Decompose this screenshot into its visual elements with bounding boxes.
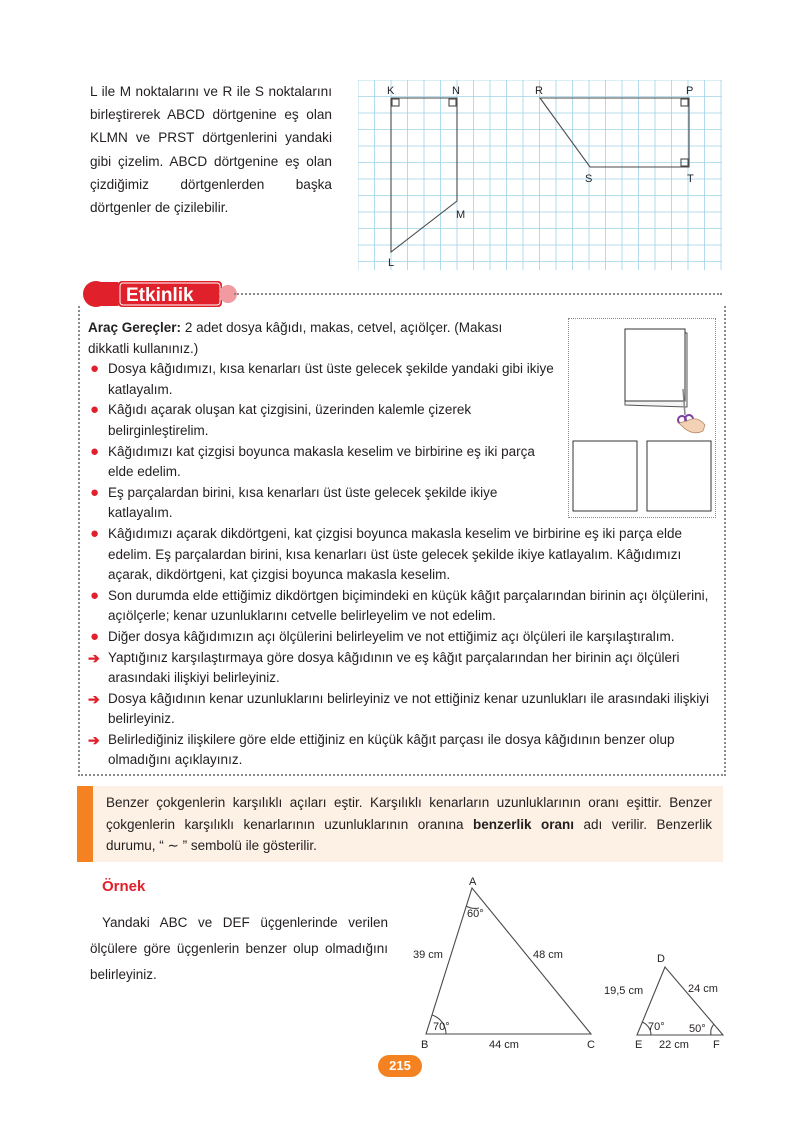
angle-e-label: 70° bbox=[648, 1021, 665, 1033]
list-item-text: Kâğıdı açarak oluşan kat çizgisini, üzerinden kalemle çizerek belirginleştirelim. bbox=[108, 402, 472, 438]
side-de-label: 19,5 cm bbox=[604, 985, 644, 997]
label-k: K bbox=[387, 85, 395, 97]
question-item bbox=[88, 648, 716, 689]
right-angle-marker-p bbox=[681, 99, 688, 106]
question-text: Yaptığınız karşılaştırmaya göre dosya kâğıdının ve eş kâğıt parçalarından her birinin açı ölçüleri arasındaki ilişkiyi belirleyiniz. bbox=[108, 649, 680, 686]
list-item bbox=[88, 627, 716, 648]
grid-figure bbox=[358, 80, 722, 270]
tools-label: Araç Gereçler: bbox=[88, 320, 182, 335]
info-text-part1: Benzer çokgenlerin karşılıklı açıları eştir. Karşılıklı kenarların uzunluklarının oranı eşittir. Benzer çokgenlerin karşılıklı kenarlarının uzunluklarının oranına bbox=[106, 795, 712, 832]
list-item bbox=[88, 442, 563, 483]
label-r: R bbox=[535, 85, 543, 97]
list-item-text: Eş parçalardan birini, kısa kenarları üst üste gelecek şekilde ikiye katlayalım. bbox=[108, 484, 498, 521]
label-p: P bbox=[686, 85, 694, 97]
example-text: Yandaki ABC ve DEF üçgenlerinde verilen ölçülere göre üçgenlerin benzer olup olmadığını belirleyiniz. bbox=[90, 915, 388, 982]
bullet-icon: ● bbox=[90, 524, 100, 542]
intro-paragraph: L ile M noktalarını ve R ile S noktalarını birleştirerek ABCD dörtgenine eş olan KLMN ve PRST dörtgenlerini yandaki gibi çizelim. ABCD dörtgenine eş olan çizdiğimiz dörtgenlerden başka dörtgenler de çizilebilir. bbox=[90, 84, 332, 216]
label-t: T bbox=[687, 173, 694, 185]
arrow-icon: ➔ bbox=[88, 649, 100, 666]
list-item bbox=[88, 524, 716, 586]
arrow-icon: ➔ bbox=[88, 731, 100, 748]
activity-content bbox=[88, 318, 716, 771]
example-title: Örnek bbox=[102, 878, 146, 895]
arrow-icon: ➔ bbox=[88, 690, 100, 707]
tools-text: 2 adet dosya kâğıdı, makas, cetvel, açıölçer. (Makası dikkatli kullanınız.) bbox=[88, 320, 503, 356]
info-accent-bar bbox=[77, 786, 93, 862]
list-item bbox=[88, 586, 716, 627]
label-s: S bbox=[585, 173, 593, 185]
list-item bbox=[88, 483, 563, 524]
vertex-e: E bbox=[635, 1039, 643, 1051]
angle-arc-f bbox=[711, 1024, 714, 1035]
activity-border-top bbox=[234, 293, 722, 295]
triangle-abc bbox=[426, 888, 591, 1034]
vertex-b: B bbox=[421, 1039, 429, 1051]
angle-a-label: 60° bbox=[467, 908, 484, 920]
vertex-f: F bbox=[713, 1039, 720, 1051]
list-item bbox=[88, 400, 563, 441]
vertex-a: A bbox=[469, 876, 477, 888]
bullet-icon: ● bbox=[90, 401, 100, 419]
page-number: 215 bbox=[378, 1055, 422, 1077]
bullet-icon: ● bbox=[90, 586, 100, 604]
question-item bbox=[88, 730, 716, 771]
triangles-figure bbox=[405, 872, 735, 1052]
label-n: N bbox=[452, 85, 460, 97]
bullet-icon: ● bbox=[90, 442, 100, 460]
question-text: Belirlediğiniz ilişkilere göre elde ettiğiniz en küçük kâğıt parçası ile dosya kâğıdının benzer olup olmadığını açıklayınız. bbox=[108, 731, 675, 768]
angle-f-label: 50° bbox=[689, 1023, 706, 1035]
info-text-bold: benzerlik oranı bbox=[473, 816, 575, 832]
side-ac-label: 48 cm bbox=[533, 949, 563, 961]
side-df-label: 24 cm bbox=[688, 983, 718, 995]
side-bc-label: 44 cm bbox=[489, 1039, 519, 1051]
vertex-c: C bbox=[587, 1039, 595, 1051]
bullet-icon: ● bbox=[90, 483, 100, 501]
bullet-icon: ● bbox=[90, 627, 100, 645]
label-l: L bbox=[388, 257, 395, 269]
right-angle-marker-k bbox=[392, 99, 399, 106]
side-ab-label: 39 cm bbox=[413, 949, 443, 961]
right-angle-marker-n bbox=[449, 99, 456, 106]
list-item-text: Kâğıdımızı açarak dikdörtgeni, kat çizgisi boyunca makasla keselim ve birbirine eş iki parça elde edelim. Eş parçalardan birini, kısa kenarları üst üste gelecek şekilde ikiye katlayalım. Kâğıdımızı açarak, dikdörtgeni, kat çizgisi boyunca makasla keselim. bbox=[108, 525, 683, 583]
info-text bbox=[106, 792, 712, 857]
activity-title: Etkinlik bbox=[126, 285, 194, 306]
question-text: Dosya kâğıdının kenar uzunluklarını belirleyiniz ve not ettiğiniz kenar uzunlukları ile arasındaki ilişkiyi belirleyiniz. bbox=[108, 690, 710, 727]
list-item-text: Kâğıdımızı kat çizgisi boyunca makasla keselim ve birbirine eş iki parça elde edelim. bbox=[108, 443, 535, 480]
list-item-text: Dosya kâğıdımızı, kısa kenarları üst üste gelecek şekilde yandaki gibi ikiye katlayalım. bbox=[108, 361, 554, 397]
vertex-d: D bbox=[657, 953, 665, 965]
side-ef-label: 22 cm bbox=[659, 1039, 689, 1051]
info-text-part2: adı verilir. Benzerlik durumu, “ ∼ ” sembolü ile gösterilir. bbox=[106, 816, 713, 853]
question-item bbox=[88, 689, 716, 730]
label-m: M bbox=[456, 209, 466, 221]
bullet-icon: ● bbox=[90, 360, 100, 378]
quadrilateral-prst bbox=[540, 98, 689, 167]
list-item-text: Son durumda elde ettiğimiz dikdörtgen biçimindeki en küçük kâğıt parçalarından birinin açı ölçülerini, açıölçerle; kenar uzunluklarını cetvelle belirleyelim ve not edelim. bbox=[108, 587, 709, 624]
list-item-text: Diğer dosya kâğıdımızın açı ölçülerini belirleyelim ve not ettiğimiz açı ölçüleri ile karşılaştıralım. bbox=[108, 628, 675, 644]
angle-b-label: 70° bbox=[433, 1021, 450, 1033]
tools-line bbox=[88, 318, 543, 359]
list-item bbox=[88, 359, 563, 400]
